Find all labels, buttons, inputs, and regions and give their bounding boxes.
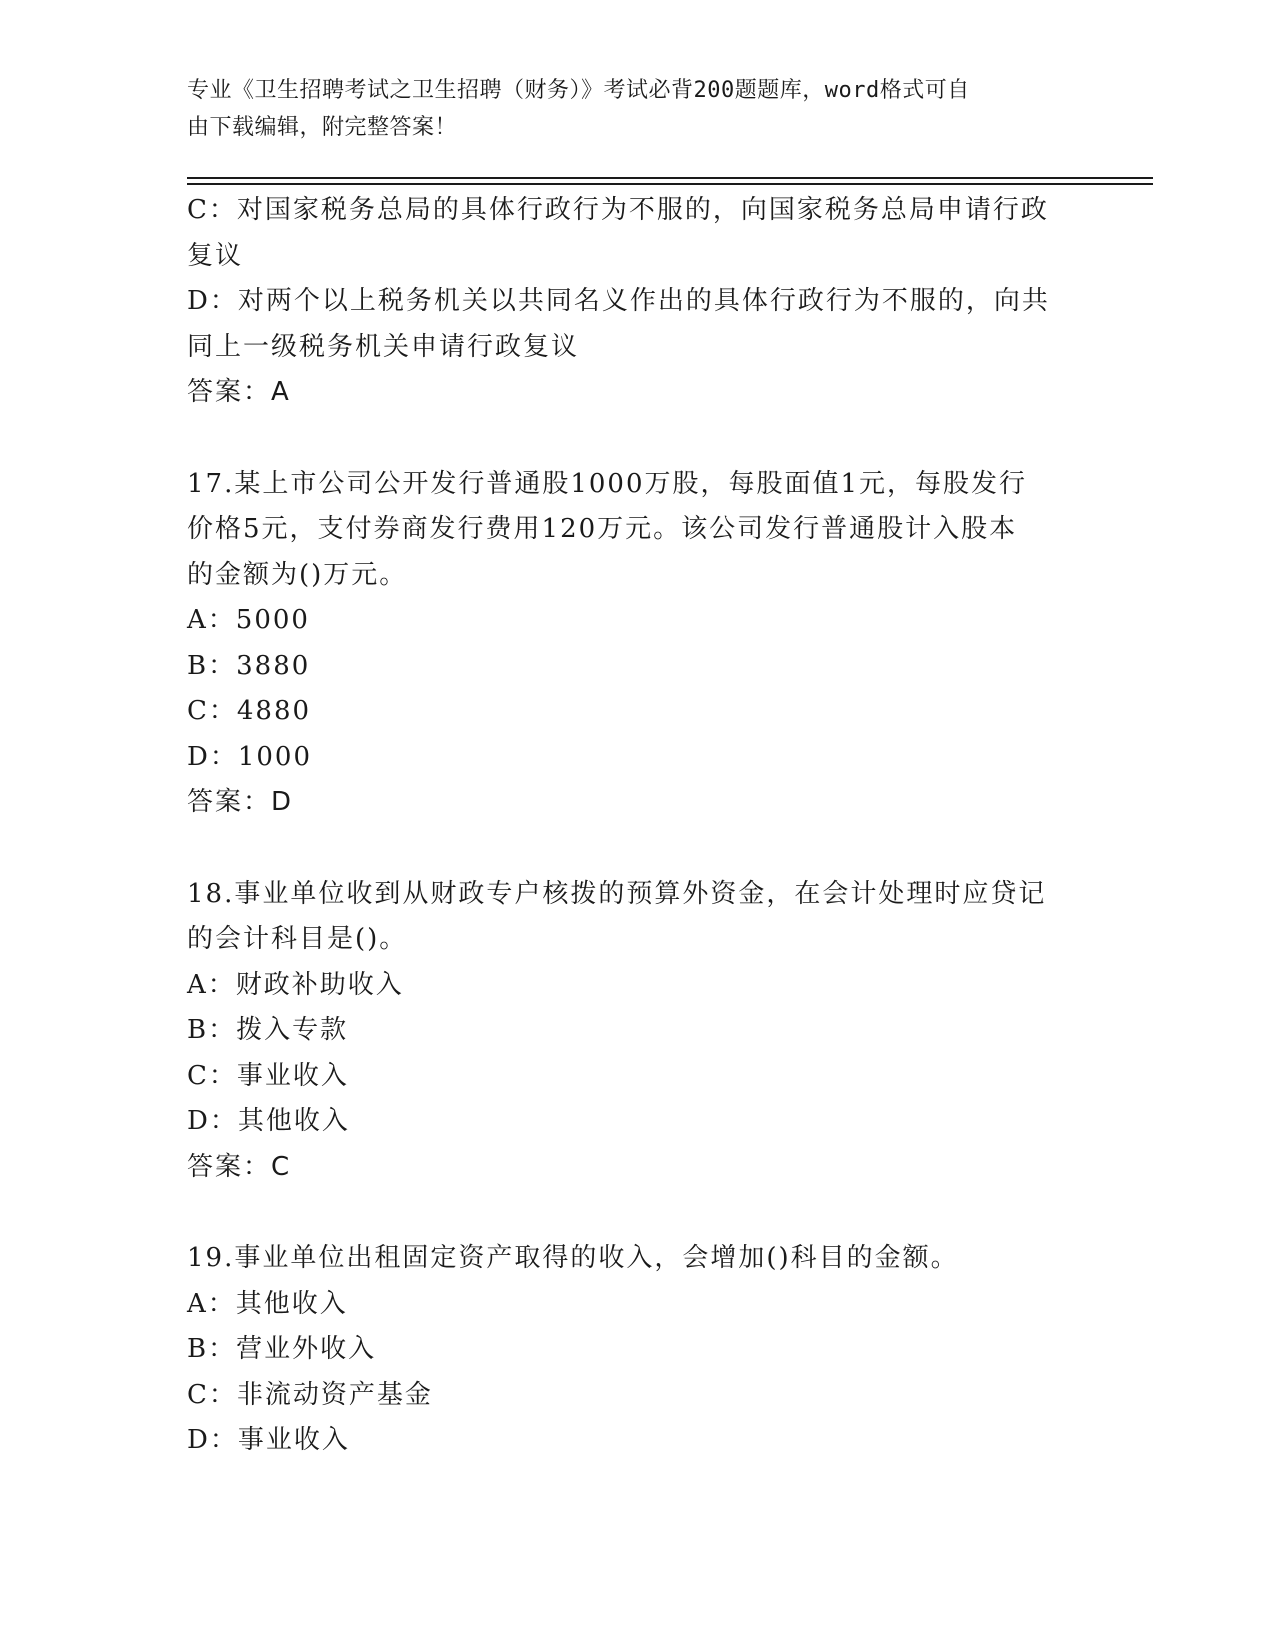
question-17-option-b: B：3880: [187, 650, 311, 681]
header-line-2: 由下载编辑，附完整答案！: [187, 115, 458, 140]
question-17-option-c: C：4880: [187, 696, 312, 726]
option-d-line-1: D：对两个以上税务机关以共同名义作出的具体行政行为不服的，向共: [187, 286, 1050, 316]
question-17-option-d: D：1000: [187, 741, 313, 772]
question-19: [187, 1236, 1087, 1464]
answer-18: 答案：C: [187, 1151, 292, 1182]
option-d-line-2: 同上一级税务机关申请行政复议: [187, 331, 580, 362]
question-17-stem-line-2: 价格5元，支付券商发行费用120万元。该公司发行普通股计入股本: [187, 514, 1018, 544]
question-19-option-d: D：事业收入: [187, 1425, 350, 1455]
question-18-stem-line-2: 的会计科目是()。: [187, 924, 408, 954]
option-c-line-1: C：对国家税务总局的具体行政行为不服的，向国家税务总局申请行政: [187, 195, 1049, 225]
document-body: [187, 188, 1087, 1464]
question-17-stem-line-1: 17.某上市公司公开发行普通股1000万股，每股面值1元，每股发行: [187, 468, 1028, 499]
question-17-stem-line-3: 的金额为()万元。: [187, 559, 408, 590]
answer-16: 答案：A: [187, 377, 291, 407]
option-c-line-2: 复议: [187, 240, 244, 271]
question-18-option-a: A：财政补助收入: [187, 969, 404, 1000]
question-19-stem-line-1: 19.事业单位出租固定资产取得的收入，会增加()科目的金额。: [187, 1243, 959, 1273]
header-line-1: 专业《卫生招聘考试之卫生招聘（财务）》考试必背200题题库，word格式可自: [187, 78, 970, 103]
question-19-option-a: A：其他收入: [187, 1288, 348, 1319]
header-divider-bottom: [187, 183, 1153, 185]
question-19-option-b: B：营业外收入: [187, 1334, 377, 1364]
spacer: [187, 416, 1087, 462]
header-divider-top: [187, 177, 1153, 179]
spacer: [187, 1190, 1087, 1236]
question-17: [187, 462, 1087, 826]
document-header: [187, 72, 1067, 146]
answer-17: 答案：D: [187, 787, 294, 817]
spacer: [187, 826, 1087, 872]
question-18-stem-line-1: 18.事业单位收到从财政专户核拨的预算外资金，在会计处理时应贷记: [187, 878, 1047, 909]
question-18: [187, 872, 1087, 1191]
question-18-option-d: D：其他收入: [187, 1106, 350, 1136]
question-17-option-a: A：5000: [187, 605, 310, 635]
question-18-option-b: B：拨入专款: [187, 1015, 349, 1045]
question-18-option-c: C：事业收入: [187, 1060, 349, 1091]
question-16-continued: [187, 188, 1087, 416]
question-19-option-c: C：非流动资产基金: [187, 1379, 433, 1410]
